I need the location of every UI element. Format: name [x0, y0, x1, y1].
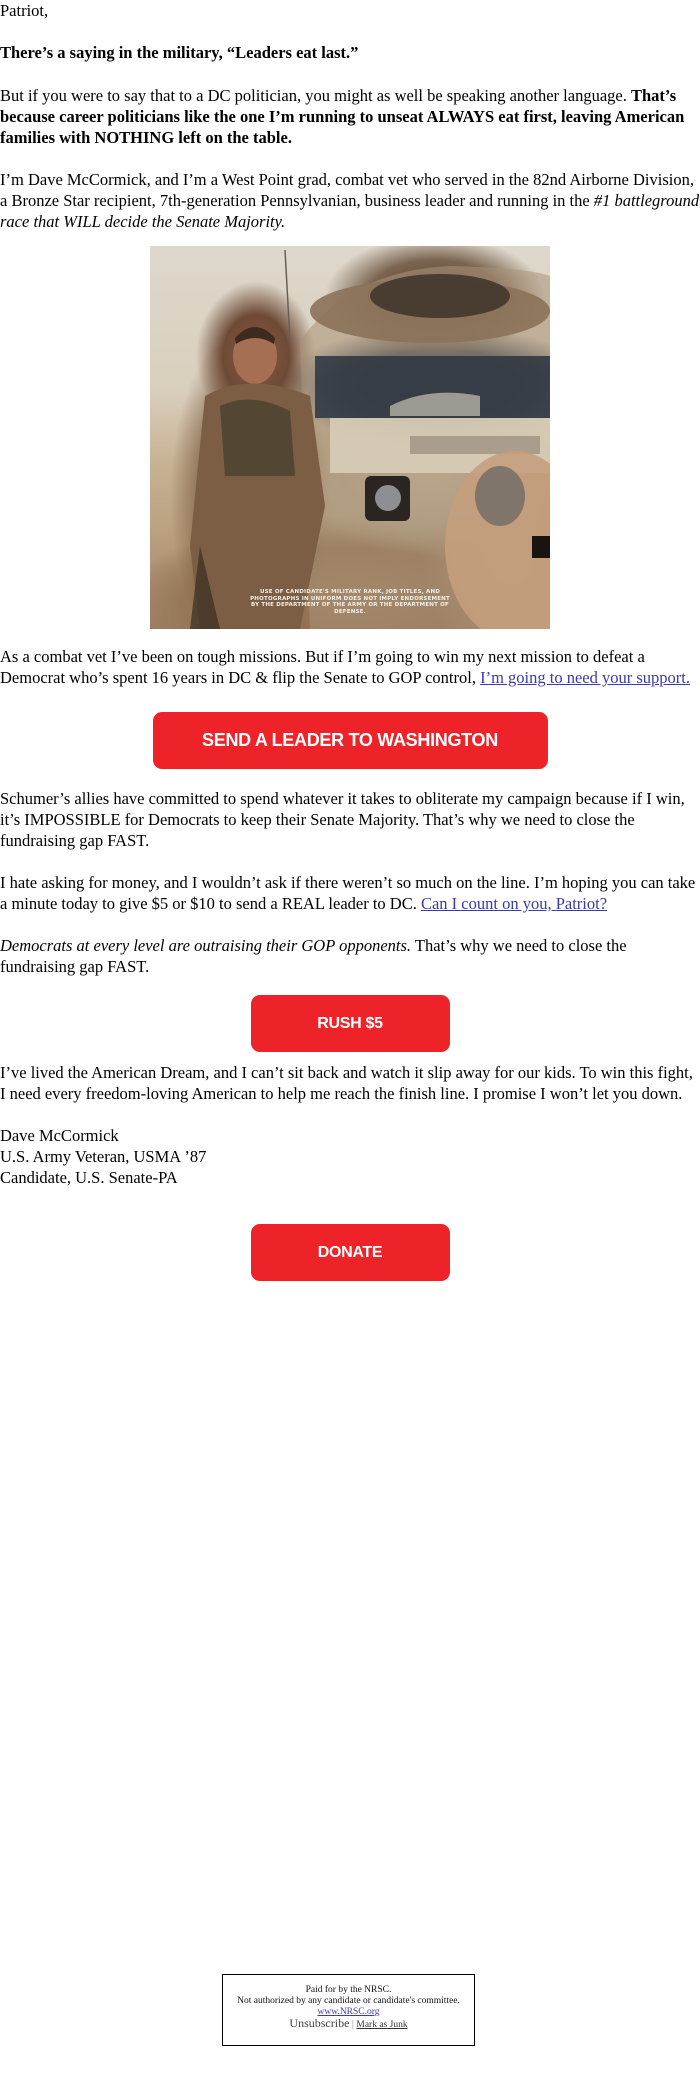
- headline: There’s a saying in the military, “Leaders eat last.”: [0, 43, 359, 62]
- signature-title: U.S. Army Veteran, USMA ’87: [0, 1147, 207, 1166]
- paragraph-politicians: [0, 85, 700, 148]
- photo-illustration: [150, 246, 550, 629]
- nrsc-website-link[interactable]: www.NRSC.org: [317, 2007, 380, 2017]
- legal-footer: [222, 1974, 475, 2046]
- count-on-you-link[interactable]: Can I count on you, Patriot?: [420, 894, 608, 913]
- paragraph-outraising-italic: Democrats at every level are outraising their GOP opponents.: [0, 936, 412, 955]
- signature-candidacy: Candidate, U.S. Senate-PA: [0, 1168, 178, 1187]
- photo-disclaimer-caption: USE OF CANDIDATE'S MILITARY RANK, JOB TITLES, AND PHOTOGRAPHS IN UNIFORM DOES NOT IMPLY ENDORSEMENT BY THE DEPARTMENT OF THE ARMY OR THE DEPARTMENT OF DEFENSE.: [250, 589, 450, 615]
- paragraph-intro: [0, 169, 700, 232]
- paragraph-schumer: Schumer’s allies have committed to spend whatever it takes to obliterate my campaign because if I win, it’s IMPOSSIBLE for Democrats to keep their Senate Majority. That’s why we need to close the fundraising gap FAST.: [0, 789, 685, 850]
- paragraph-combat-vet-text: As a combat vet I’ve been on tough missions. But if I’m going to win my next mission to defeat a Democrat who’s spent 16 years in DC & flip the Senate to GOP control,: [0, 647, 645, 687]
- paragraph-outraising-text: That’s why we need to close the fundraising gap FAST.: [0, 936, 627, 976]
- lead-button-row: [0, 712, 700, 769]
- paragraph-ask: [0, 872, 700, 914]
- candidate-military-photo: [150, 246, 550, 629]
- footer-separator: |: [351, 2018, 354, 2030]
- paragraph-outraising: [0, 935, 700, 977]
- paragraph-politicians-text: But if you were to say that to a DC politician, you might as well be speaking another language.: [0, 86, 627, 105]
- paid-for-disclaimer: Paid for by the NRSC.: [305, 1985, 392, 1995]
- paragraph-intro-text: I’m Dave McCormick, and I’m a West Point grad, combat vet who served in the 82nd Airborne Division, a Bronze Star recipient, 7th-generation Pennsylvanian, business leader and running in the: [0, 170, 694, 210]
- send-a-leader-button[interactable]: SEND A LEADER TO WASHINGTON: [153, 712, 548, 769]
- signature-name: Dave McCormick: [0, 1126, 119, 1145]
- need-your-support-link[interactable]: I’m going to need your support.: [480, 668, 690, 687]
- greeting: Patriot,: [0, 1, 49, 20]
- unsubscribe-link[interactable]: Unsubscribe: [289, 2016, 350, 2030]
- paragraph-combat-vet: [0, 646, 700, 688]
- paragraph-intro-italic: #1 battleground race that WILL decide the Senate Majority.: [0, 191, 700, 231]
- donate-button-row: [0, 1224, 700, 1281]
- rush-button-row: [0, 995, 700, 1052]
- donate-button[interactable]: DONATE: [251, 1224, 450, 1281]
- not-authorized-disclaimer: Not authorized by any candidate or candidate's committee.: [237, 1996, 460, 2006]
- rush-5-button[interactable]: RUSH $5: [251, 995, 450, 1052]
- mark-as-junk-link[interactable]: Mark as Junk: [356, 2020, 408, 2030]
- paragraph-american-dream: I’ve lived the American Dream, and I can’t sit back and watch it slip away for our kids. To win this fight, I need every freedom-loving American to help me reach the finish line. I promise I won’t let you down.: [0, 1063, 693, 1103]
- signature-block: [0, 1125, 700, 1188]
- paragraph-ask-text: I hate asking for money, and I wouldn’t ask if there weren’t so much on the line. I’m hoping you can take a minute today to give $5 or $10 to send a REAL leader to DC.: [0, 873, 696, 913]
- photo-container: [0, 246, 700, 634]
- paragraph-politicians-bold: That’s because career politicians like the one I’m running to unseat ALWAYS eat first, leaving American families with NOTHING left on the table.: [0, 86, 685, 147]
